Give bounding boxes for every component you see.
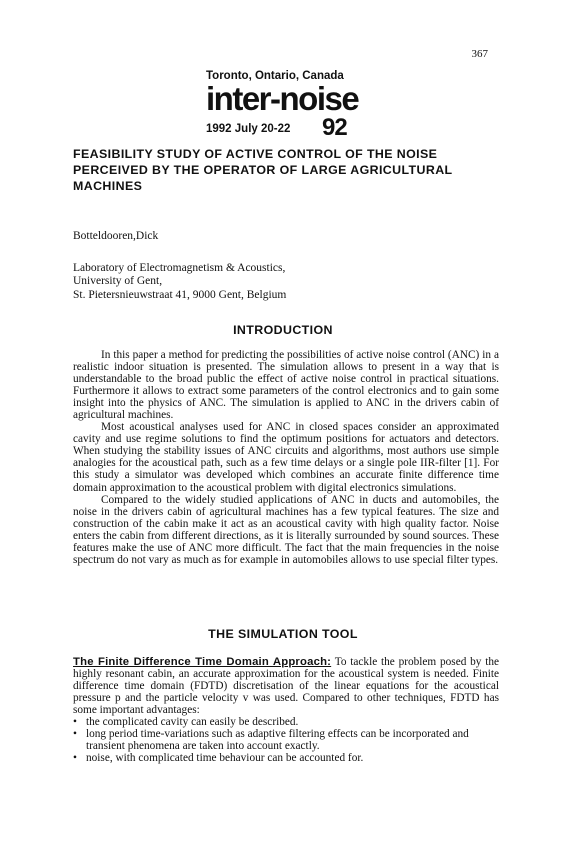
fdtd-subheading: The Finite Difference Time Domain Approach: [73, 656, 332, 668]
simulation-tool-heading: THE SIMULATION TOOL [208, 627, 358, 641]
introduction-paragraph: Most acoustical analyses used for ANC in closed spaces consider an approximated cavity and use regime solutions to find the optimum positions for actuators and detectors. When studying the stability issues of ANC circuits and algorithms, most authors use simple analogies for the acoustical path, such as a few time delays or a single pole IIR-filter [1]. For this study a simulator was developed which combines an accurate finite difference time domain approximation to the acoustical problem with digital electronics simulations. [73, 421, 499, 494]
bullet-icon: • [73, 716, 77, 729]
list-item-text: the complicated cavity can easily be described. [86, 716, 299, 729]
author-affiliation [73, 262, 286, 302]
page-number: 367 [471, 48, 488, 60]
fdtd-paragraph [73, 656, 499, 716]
author-name: Botteldooren,Dick [73, 230, 159, 242]
conference-year: 92 [322, 114, 347, 141]
conference-location: Toronto, Ontario, Canada [206, 70, 344, 82]
list-item [73, 728, 499, 752]
bullet-icon: • [73, 728, 77, 741]
introduction-body [73, 349, 499, 566]
simulation-tool-body [73, 656, 499, 764]
fdtd-lead-text: To tackle the problem posed by the highly resonant cabin, an accurate approximation for the acoustical system is needed. Finite difference time domain (FDTD) discretisation of the linear equations for the acoustical pressure p and the particle velocity v was used. Compared to other techniques, FDTD has some important advantages: [73, 656, 499, 717]
introduction-paragraph: In this paper a method for predicting the possibilities of active noise control (ANC) in a realistic indoor situation is presented. The simulation allows to present in a way that is understandable to the broad public the effect of active noise control in practical situations. Furthermore it allows to extract some parameters of the control electronics and to gain some insight into the physics of ANC. The simulation is applied to ANC in the drivers cabin of agricultural machines. [73, 349, 499, 422]
conference-dates: 1992 July 20-22 [206, 123, 291, 135]
conference-logo: inter-noise [206, 80, 359, 117]
bullet-icon: • [73, 752, 77, 765]
list-item [73, 716, 499, 728]
affiliation-line: Laboratory of Electromagnetism & Acoustics, [73, 262, 286, 274]
introduction-paragraph: Compared to the widely studied applications of ANC in ducts and automobiles, the noise in the drivers cabin of agricultural machines has a few typical features. The size and construction of the cabin make it act as an acoustical cavity with high quality factor. Noise enters the cabin from different directions, as it is literally surrounded by sound sources. These features make the use of ANC more difficult. The fact that the main frequencies in the noise spectrum do not vary as much as for example in automobiles allows to use special filter types. [73, 493, 499, 566]
list-item-text: long period time-variations such as adaptive filtering effects can be incorporated and transient phenomena are taken into account exactly. [86, 728, 469, 753]
list-item [73, 752, 499, 764]
affiliation-line: University of Gent, [73, 275, 163, 288]
paper-title: FEASIBILITY STUDY OF ACTIVE CONTROL OF THE NOISE PERCEIVED BY THE OPERATOR OF LARGE AGRICULTURAL MACHINES [73, 147, 453, 193]
introduction-heading: INTRODUCTION [233, 323, 333, 337]
affiliation-line: St. Pietersnieuwstraat 41, 9000 Gent, Belgium [73, 288, 287, 301]
fdtd-advantages-list [73, 716, 499, 764]
list-item-text: noise, with complicated time behaviour can be accounted for. [86, 752, 364, 765]
